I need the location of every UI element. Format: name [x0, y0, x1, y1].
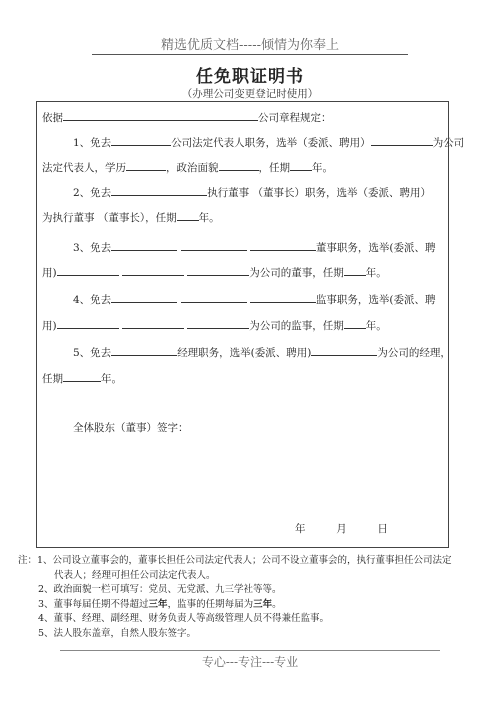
political-status-blank[interactable] [219, 159, 259, 171]
note-3-c: ，监事的任期每届为 [167, 598, 254, 610]
item5-term-blank[interactable] [63, 370, 101, 382]
note-5: 5、法人股东盖章，自然人股东签字。 [38, 627, 197, 639]
basis-suffix: 公司章程规定： [258, 112, 332, 124]
item4-removed-blank-1[interactable] [111, 291, 177, 303]
item3-removed-blank-3[interactable] [250, 239, 316, 251]
note-3-a: 3、董事每届任期不得超过 [38, 598, 149, 610]
item2-elected-label: 为执行董事 （董事长），任期 [42, 212, 177, 224]
item5-tail: 为公司的经理， [377, 347, 451, 359]
date-day: 日 [377, 523, 388, 535]
item5-line1 [73, 344, 451, 360]
note-2: 2、政治面貌一栏可填写：党员、无党派、九三学社等等。 [38, 584, 282, 595]
item4-text: 监事职务，选举(委派、聘 [315, 294, 436, 306]
item4-term-blank[interactable] [344, 317, 366, 329]
item2-text: 执行董事 （董事长）职务，选举（委派、聘用） [207, 187, 432, 199]
sign-date [295, 522, 388, 536]
note-1-text: 1、公司设立董事会的，董事长担任公司法定代表人；公司不设立董事会的，执行董事担任公司法定 [37, 555, 452, 566]
item3-elected-blank-3[interactable] [187, 264, 249, 276]
item2-line1 [73, 184, 431, 200]
item2-removed-blank[interactable] [111, 184, 207, 196]
item1-removed-blank[interactable] [111, 134, 171, 146]
item3-text: 董事职务，选举(委派、聘 [315, 242, 436, 254]
form-frame [36, 101, 465, 548]
item1-education-label: 法定代表人，学历 [42, 162, 126, 174]
item1-term-label: ，任期 [258, 162, 290, 174]
note-3-d: 三年 [253, 598, 273, 610]
notes-section [18, 554, 488, 641]
education-blank[interactable] [126, 159, 166, 171]
item4-line1 [73, 291, 435, 307]
item4-removed-blank-3[interactable] [250, 291, 316, 303]
item5-text: 经理职务，选举(委派、聘用) [177, 347, 312, 359]
item3-year: 年。 [365, 267, 387, 279]
item2-line2 [42, 209, 220, 225]
note-3-b: 三年 [148, 598, 168, 610]
item3-removed-blank-2[interactable] [181, 239, 247, 251]
item1-line1 [73, 134, 464, 150]
item3-removed-blank-1[interactable] [111, 239, 177, 251]
basis-line [42, 109, 332, 125]
item3-label: 3、免去 [73, 242, 112, 254]
note-3 [18, 598, 488, 613]
note-1-cont: 代表人；经理可担任公司法定代表人。 [54, 569, 216, 581]
item3-term-blank[interactable] [344, 264, 366, 276]
item3-line1 [73, 239, 435, 255]
item3-director-label: 为公司的董事，任期 [249, 267, 344, 279]
item4-line2 [42, 317, 387, 333]
basis-prefix: 依据 [42, 112, 63, 124]
footer-divider [60, 650, 440, 651]
item1-label: 1、免去 [73, 137, 112, 149]
header-divider [92, 54, 408, 55]
page-header: 精选优质文档-----倾情为你奉上 [161, 38, 339, 53]
notes-prefix: 注： [18, 555, 38, 566]
item4-cont: 用) [42, 320, 57, 332]
item5-label: 5、免去 [73, 347, 112, 359]
item4-supervisor-label: 为公司的监事，任期 [249, 320, 344, 332]
date-year: 年 [295, 523, 306, 535]
item1-tail: 为公司 [432, 137, 465, 149]
item4-year: 年。 [365, 320, 387, 332]
document-title: 任免职证明书 [196, 67, 304, 87]
item1-term-blank[interactable] [290, 159, 312, 171]
item5-line2 [42, 370, 122, 386]
note-4: 4、董事、经理、副经理、财务负责人等高级管理人员不得兼任监事。 [38, 613, 330, 624]
item4-elected-blank-2[interactable] [122, 317, 184, 329]
item1-elected-blank[interactable] [371, 134, 433, 146]
item2-term-blank[interactable] [177, 209, 199, 221]
item3-cont: 用) [42, 267, 57, 279]
document-subtitle: （办理公司变更登记时使用） [181, 88, 319, 100]
company-name-blank[interactable] [63, 109, 258, 121]
item4-elected-blank-1[interactable] [57, 317, 119, 329]
item5-year: 年。 [101, 373, 122, 385]
item3-line2 [42, 264, 387, 280]
note-1 [18, 554, 488, 569]
item4-elected-blank-3[interactable] [187, 317, 249, 329]
item5-term-label: 任期 [42, 373, 63, 385]
item5-elected-blank[interactable] [311, 344, 377, 356]
item1-political-label: ，政治面貌 [166, 162, 219, 174]
item2-year: 年。 [198, 212, 220, 224]
item3-elected-blank-2[interactable] [122, 264, 184, 276]
item2-label: 2、免去 [73, 187, 112, 199]
item4-removed-blank-2[interactable] [181, 291, 247, 303]
signature-label: 全体股东（董事）签字： [73, 422, 189, 434]
item5-removed-blank[interactable] [111, 344, 177, 356]
page-footer: 专心---专注---专业 [201, 655, 299, 669]
item1-line2 [42, 159, 333, 175]
note-3-e: 。 [272, 598, 282, 610]
item1-text: 公司法定代表人职务，选举（委派、聘用） [171, 137, 371, 149]
item1-year: 年。 [312, 162, 333, 174]
item4-label: 4、免去 [73, 294, 112, 306]
date-month: 月 [336, 523, 347, 535]
item3-elected-blank-1[interactable] [57, 264, 119, 276]
